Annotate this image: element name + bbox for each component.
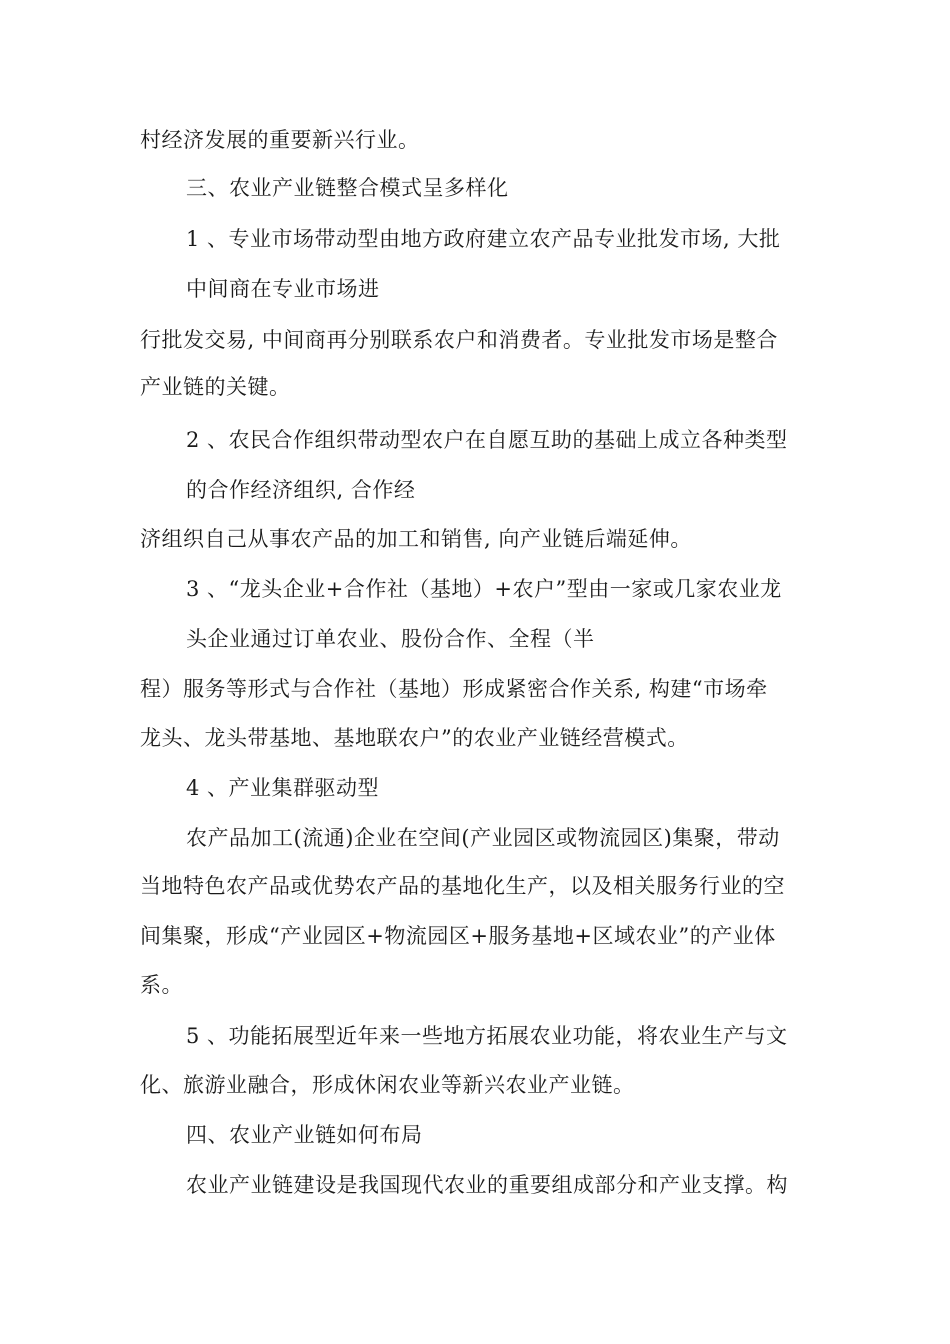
paragraph-line: 农产品加工(流通)企业在空间(产业园区或物流园区)集聚，带动: [186, 826, 780, 850]
list-item-3-line: 3 、“龙头企业+合作社（基地）+农户”型由一家或几家农业龙: [186, 577, 782, 601]
body-text-line: 当地特色农产品或优势农产品的基地化生产，以及相关服务行业的空: [140, 874, 785, 898]
body-text-line: 程）服务等形式与合作社（基地）形成紧密合作关系, 构建“市场牵: [140, 677, 768, 701]
body-text-line: 产业链的关键。: [140, 375, 291, 399]
body-text-line: 间集聚，形成“产业园区+物流园区+服务基地+区域农业”的产业体: [140, 924, 776, 948]
paragraph-line: 农业产业链建设是我国现代农业的重要组成部分和产业支撑。构: [186, 1173, 788, 1197]
section-heading: 四、农业产业链如何布局: [186, 1123, 423, 1147]
body-text-line: 系。: [140, 973, 183, 997]
list-item-5-line: 5 、功能拓展型近年来一些地方拓展农业功能，将农业生产与文: [186, 1024, 788, 1048]
body-text-line: 济组织自己从事农产品的加工和销售, 向产业链后端延伸。: [140, 527, 692, 551]
body-text-line: 龙头、龙头带基地、基地联农户”的农业产业链经营模式。: [140, 726, 689, 750]
section-heading: 三、农业产业链整合模式呈多样化: [186, 176, 509, 200]
list-item-3-line: 头企业通过订单农业、股份合作、全程（半: [186, 627, 595, 651]
body-text-line: 村经济发展的重要新兴行业。: [140, 128, 420, 152]
body-text-line: 化、旅游业融合，形成休闲农业等新兴农业产业链。: [140, 1073, 635, 1097]
list-item-2-line: 的合作经济组织, 合作经: [186, 478, 416, 502]
list-item-4-line: 4 、产业集群驱动型: [186, 776, 380, 800]
list-item-1-line: 1 、专业市场带动型由地方政府建立农产品专业批发市场, 大批: [186, 227, 781, 251]
list-item-2-line: 2 、农民合作组织带动型农户在自愿互助的基础上成立各种类型: [186, 428, 788, 452]
list-item-1-line: 中间商在专业市场进: [186, 277, 380, 301]
body-text-line: 行批发交易, 中间商再分别联系农户和消费者。专业批发市场是整合: [140, 328, 778, 352]
